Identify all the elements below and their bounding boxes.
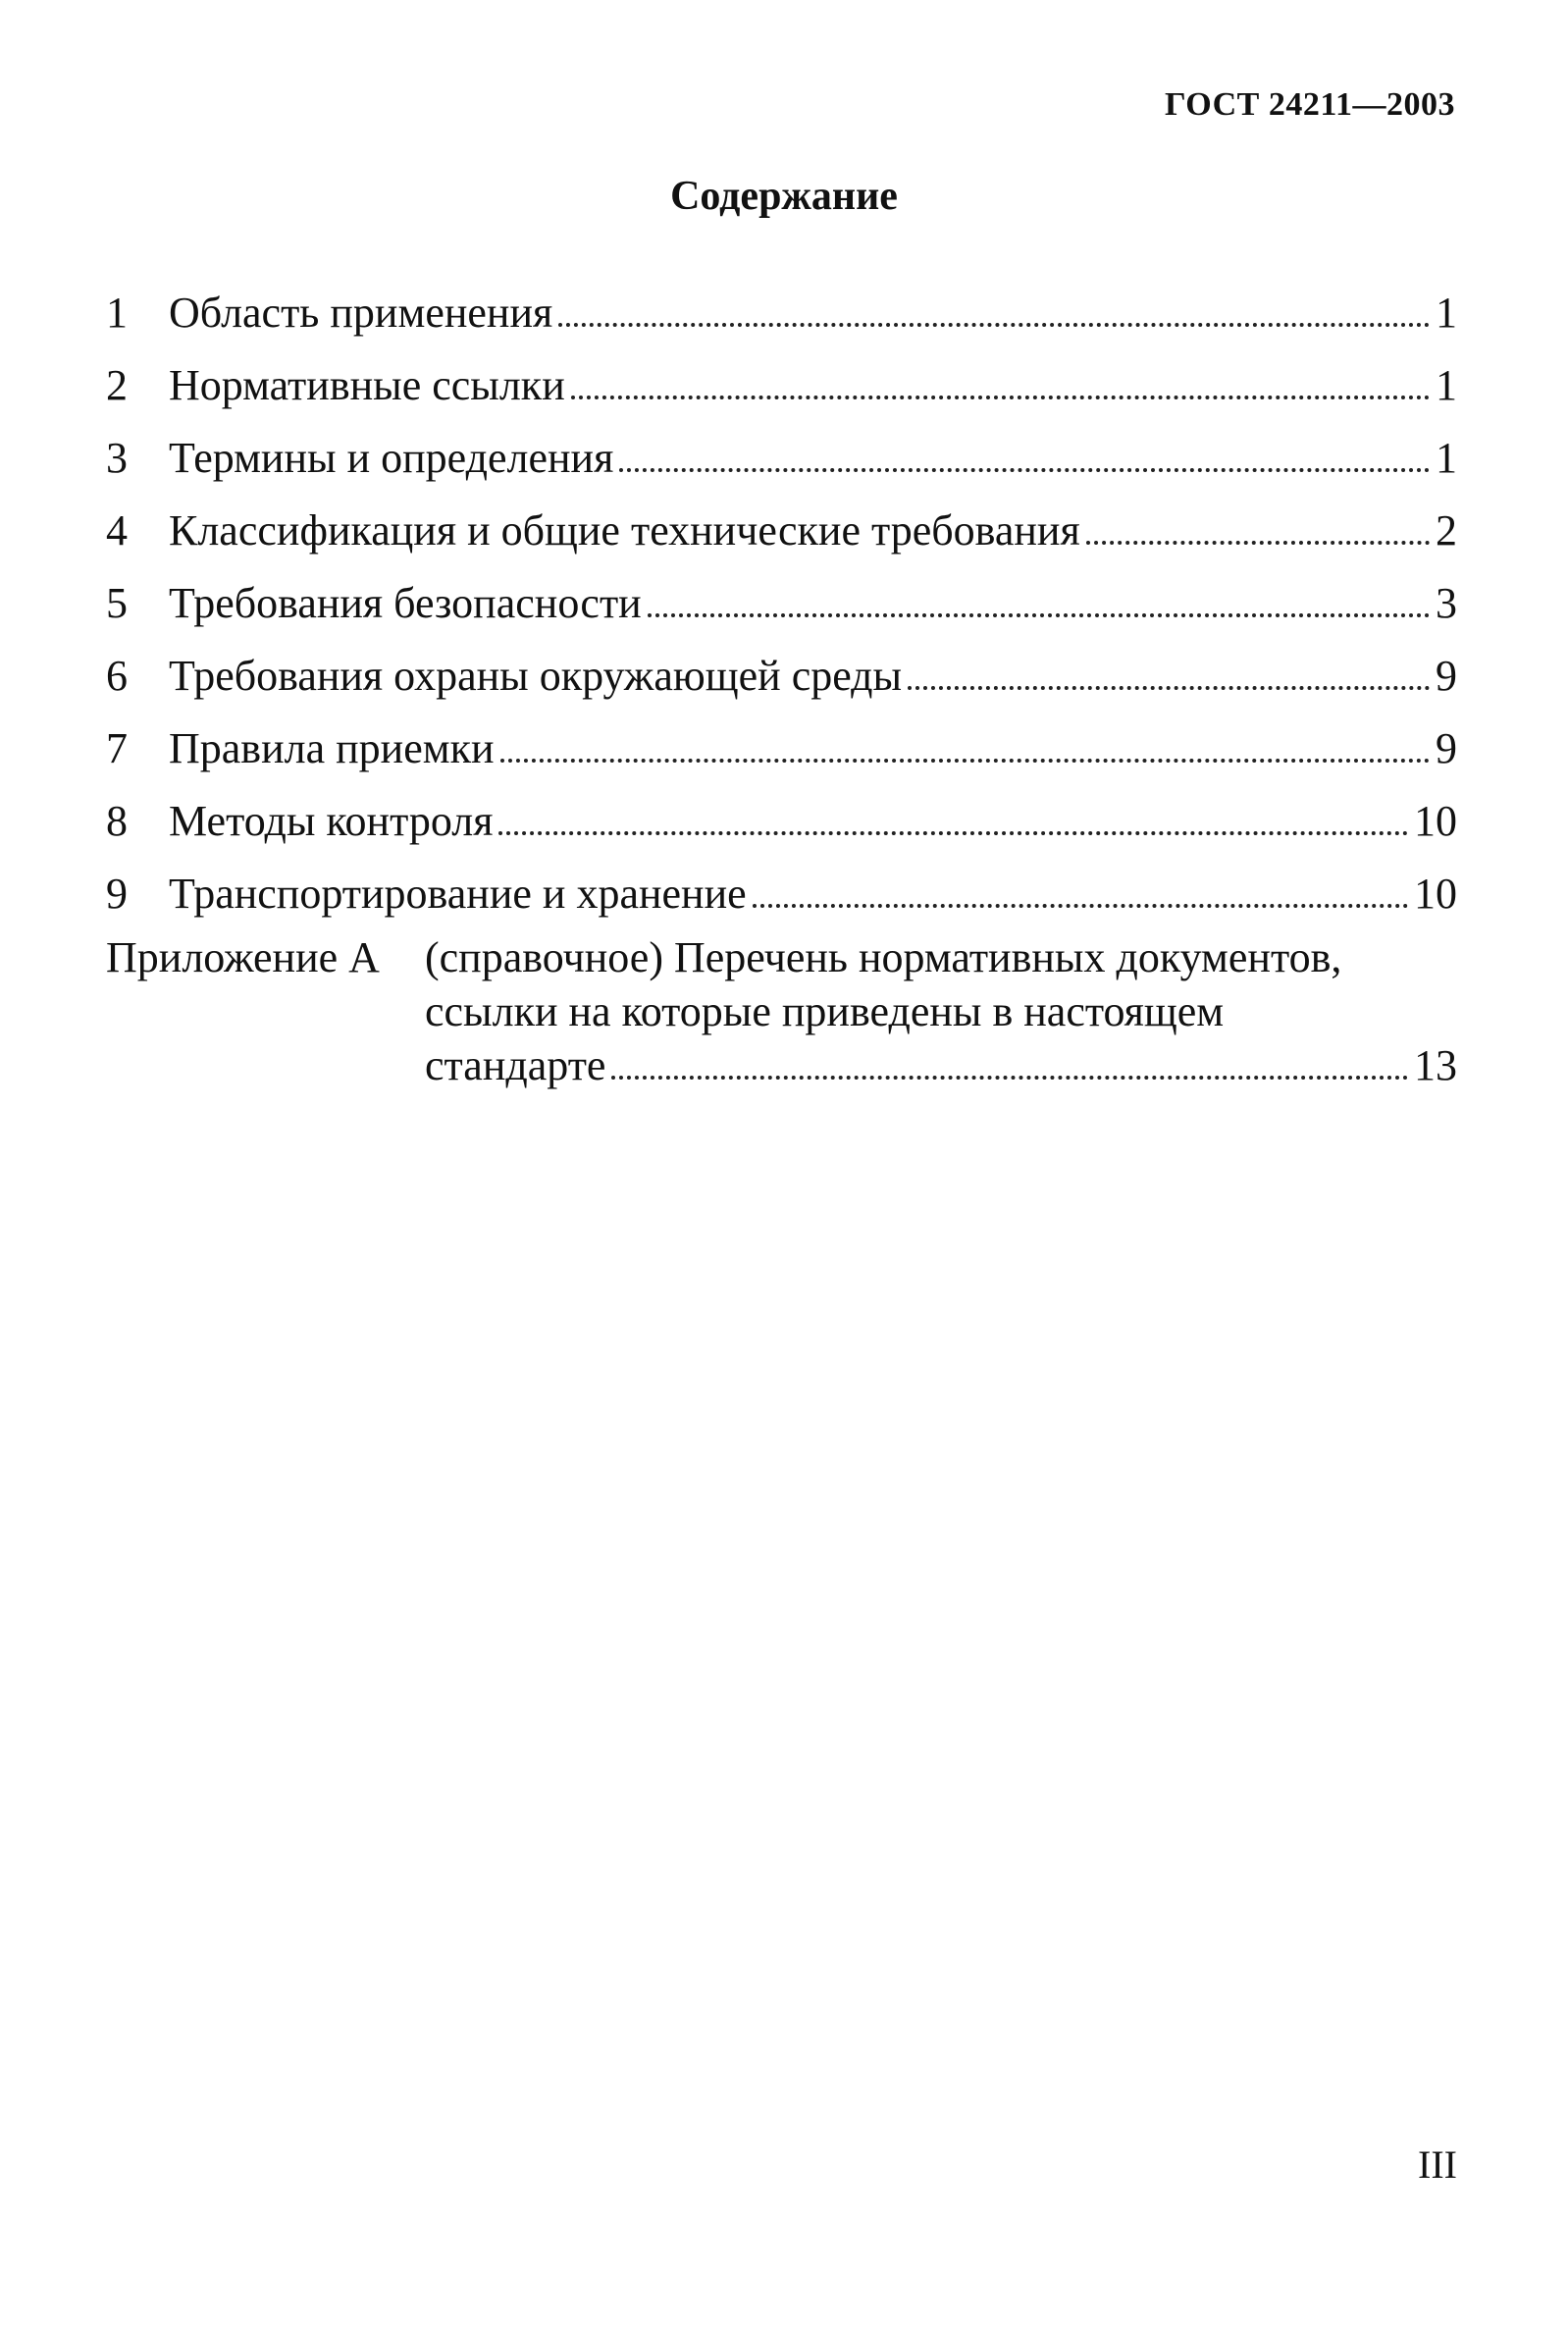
table-of-contents [106,277,1457,930]
toc-item-number: 3 [106,434,128,482]
toc-item-page: 2 [1436,506,1457,555]
toc-item-page: 3 [1436,579,1457,627]
toc-item-label: Термины и определения [169,434,614,482]
toc-item[interactable] [106,349,1457,422]
document-code: ГОСТ 24211—2003 [1164,86,1455,123]
toc-item-page: 1 [1436,361,1457,409]
toc-dot-leader [498,831,1408,835]
toc-dot-leader [908,686,1430,690]
toc-item-number: 1 [106,289,128,337]
appendix-title-line-3: стандарте [425,1041,606,1089]
toc-item[interactable] [106,422,1457,495]
toc-item-label: Классификация и общие технические требования [169,506,1080,555]
toc-item-number: 9 [106,870,128,918]
toc-item-number: 7 [106,724,128,772]
appendix-title-line-1: (справочное) Перечень нормативных документов, [425,933,1342,981]
toc-item[interactable] [106,785,1457,858]
toc-item-label: Область применения [169,289,553,337]
toc-item-number: 6 [106,652,128,700]
toc-item-label: Правила приемки [169,724,495,772]
appendix-page: 13 [1414,1041,1457,1089]
toc-item-label: Нормативные ссылки [169,361,565,409]
toc-item[interactable] [106,277,1457,349]
toc-item-page: 1 [1436,289,1457,337]
toc-item-number: 4 [106,506,128,555]
page-number: III [1418,2142,1457,2187]
toc-item[interactable] [106,640,1457,713]
toc-dot-leader [558,323,1430,327]
toc-dot-leader [619,468,1430,472]
toc-item-label: Требования охраны окружающей среды [169,652,903,700]
toc-item[interactable] [106,567,1457,640]
toc-dot-leader [500,759,1430,763]
toc-item-label: Требования безопасности [169,579,642,627]
toc-item-page: 9 [1436,724,1457,772]
toc-item-number: 2 [106,361,128,409]
appendix-title-line-2: ссылки на которые приведены в настоящем [425,987,1225,1035]
toc-title: Содержание [670,174,898,219]
appendix-heading-line [106,930,1457,984]
toc-item-label: Транспортирование и хранение [169,870,747,918]
toc-item-page: 1 [1436,434,1457,482]
toc-item-page: 10 [1414,797,1457,845]
toc-dot-leader [571,396,1430,399]
toc-item-page: 10 [1414,870,1457,918]
toc-item-number: 5 [106,579,128,627]
toc-item[interactable] [106,495,1457,567]
toc-item-page: 9 [1436,652,1457,700]
toc-dot-leader [753,904,1408,908]
appendix-title-last-line [106,1038,1457,1092]
toc-appendix-item[interactable] [106,930,1457,1092]
toc-dot-leader [611,1076,1408,1080]
toc-item[interactable] [106,713,1457,785]
toc-item[interactable] [106,858,1457,930]
toc-dot-leader [1086,541,1430,545]
toc-dot-leader [648,613,1430,617]
toc-item-label: Методы контроля [169,797,494,845]
appendix-label: Приложение А [106,933,380,981]
toc-item-number: 8 [106,797,128,845]
